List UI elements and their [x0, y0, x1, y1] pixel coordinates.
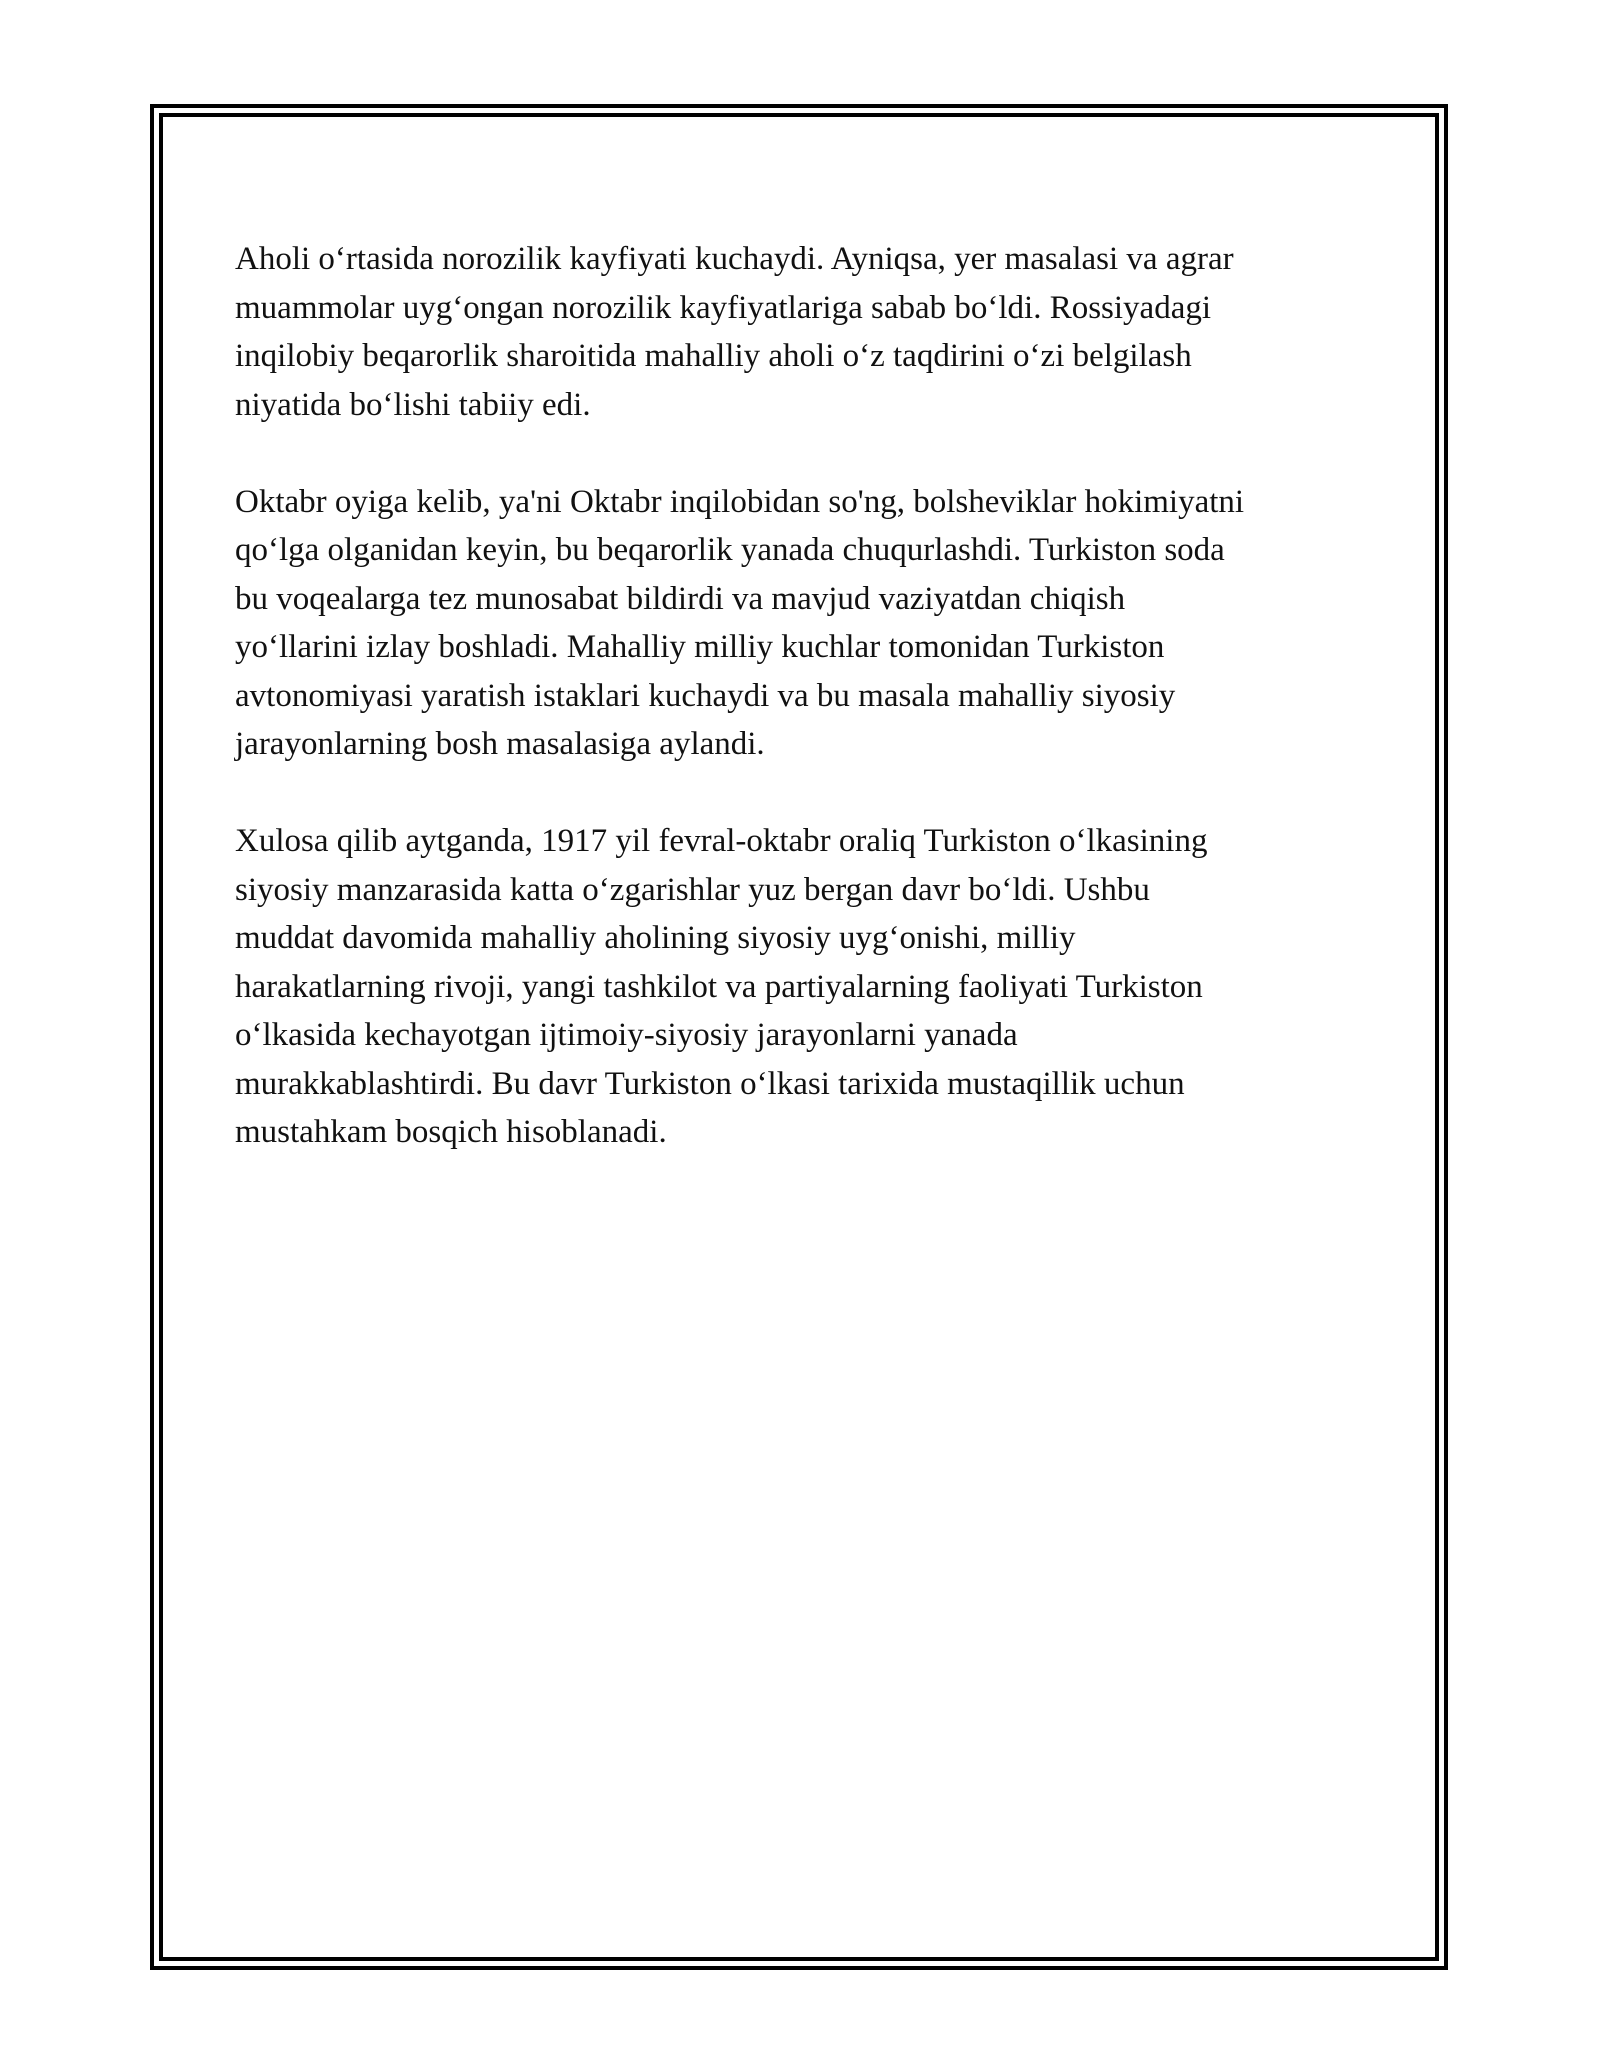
paragraph-3 — [235, 817, 1365, 1157]
paragraph-1 — [235, 235, 1365, 429]
paragraph-line: avtonomiyasi yaratish istaklari kuchaydi va bu masala mahalliy siyosiy — [235, 677, 1176, 714]
paragraph-line: Oktabr oyiga kelib, ya'ni Oktabr inqilobidan so'ng, bolsheviklar hokimiyatni — [235, 483, 1245, 520]
paragraph-line: niyatida bo‘lishi tabiiy edi. — [235, 386, 591, 423]
paragraph-line: inqilobiy beqarorlik sharoitida mahalliy aholi o‘z taqdirini o‘zi belgilash — [235, 338, 1192, 374]
paragraph-line: harakatlarning rivoji, yangi tashkilot va partiyalarning faoliyati Turkiston — [235, 968, 1203, 1005]
paragraph-line: yo‘llarini izlay boshladi. Mahalliy milliy kuchlar tomonidan Turkiston — [235, 629, 1165, 665]
paragraph-line: muammolar uyg‘ongan norozilik kayfiyatlariga sabab bo‘ldi. Rossiyadagi — [235, 289, 1212, 326]
paragraph-line: siyosiy manzarasida katta o‘zgarishlar yuz bergan davr bo‘ldi. Ushbu — [235, 871, 1150, 908]
paragraph-line: o‘lkasida kechayotgan ijtimoiy-siyosiy jarayonlarni yanada — [235, 1017, 1018, 1053]
paragraph-line: qo‘lga olganidan keyin, bu beqarorlik yanada chuqurlashdi. Turkiston soda — [235, 532, 1225, 568]
paragraph-line: murakkablashtirdi. Bu davr Turkiston o‘lkasi tarixida mustaqillik uchun — [235, 1065, 1185, 1102]
paragraph-line: Aholi o‘rtasida norozilik kayfiyati kuchaydi. Ayniqsa, yer masalasi va agrar — [235, 241, 1234, 277]
paragraph-line: jarayonlarning bosh masalasiga aylandi. — [235, 726, 765, 762]
paragraph-line: Xulosa qilib aytganda, 1917 yil fevral-oktabr oraliq Turkiston o‘lkasining — [235, 823, 1208, 859]
document-body — [235, 235, 1365, 1205]
paragraph-line: muddat davomida mahalliy aholining siyosiy uyg‘onishi, milliy — [235, 920, 1076, 956]
paragraph-2 — [235, 478, 1365, 769]
paragraph-line: bu voqealarga tez munosabat bildirdi va mavjud vaziyatdan chiqish — [235, 580, 1126, 617]
paragraph-line: mustahkam bosqich hisoblanadi. — [235, 1114, 667, 1150]
